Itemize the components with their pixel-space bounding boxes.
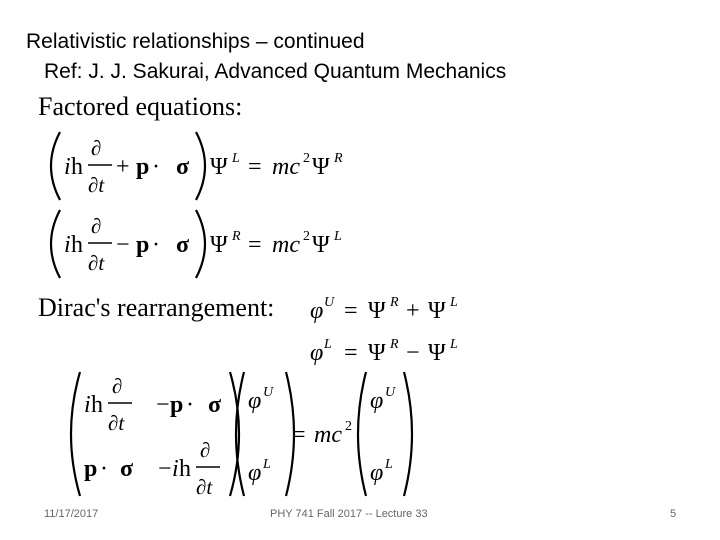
dirac-phi-u-definition	[310, 295, 458, 324]
svg-text:2: 2	[303, 151, 310, 166]
svg-text:R: R	[334, 151, 343, 166]
svg-text:i: i	[172, 456, 179, 482]
svg-text:Ψ: Ψ	[210, 232, 228, 258]
svg-text:φ: φ	[248, 388, 262, 414]
svg-text:=: =	[248, 154, 262, 180]
svg-text:∂: ∂	[91, 214, 102, 238]
svg-text:mc: mc	[272, 232, 300, 258]
dirac-rearrangement-heading: Dirac's rearrangement:	[38, 293, 275, 322]
svg-text:=: =	[344, 340, 358, 366]
svg-text:R: R	[390, 337, 399, 352]
svg-text:σ: σ	[208, 392, 222, 418]
svg-text:p: p	[136, 154, 150, 180]
svg-text:−: −	[116, 232, 130, 258]
svg-text:Ψ: Ψ	[428, 298, 446, 324]
svg-text:h: h	[91, 392, 103, 418]
slide-title: Relativistic relationships – continued	[26, 30, 365, 53]
svg-text:−: −	[158, 456, 172, 482]
svg-text:mc: mc	[314, 422, 342, 448]
svg-text:φ: φ	[370, 388, 384, 414]
svg-text:L: L	[232, 151, 240, 166]
svg-text:R: R	[390, 295, 399, 310]
svg-text:·: ·	[100, 456, 108, 482]
svg-text:·: ·	[152, 154, 160, 180]
svg-text:i: i	[84, 392, 91, 418]
svg-text:+: +	[116, 154, 130, 180]
svg-text:φ: φ	[310, 340, 324, 366]
svg-text:L: L	[450, 337, 458, 352]
svg-text:∂t: ∂t	[196, 475, 213, 499]
svg-text:·: ·	[186, 392, 194, 418]
svg-text:L: L	[385, 457, 393, 472]
svg-text:Ψ: Ψ	[368, 298, 386, 324]
svg-text:−: −	[156, 392, 170, 418]
svg-text:∂t: ∂t	[88, 173, 105, 197]
factored-equation-1	[51, 132, 343, 200]
svg-text:+: +	[406, 298, 420, 324]
svg-text:mc: mc	[272, 154, 300, 180]
svg-text:∂: ∂	[91, 136, 102, 160]
svg-text:∂t: ∂t	[88, 251, 105, 275]
footer-page-number: 5	[670, 508, 677, 520]
svg-text:∂t: ∂t	[108, 411, 125, 435]
factored-equations-heading: Factored equations:	[38, 92, 243, 121]
svg-text:L: L	[324, 337, 332, 352]
svg-text:p: p	[136, 232, 150, 258]
svg-text:U: U	[385, 385, 396, 400]
svg-text:Ψ: Ψ	[312, 232, 330, 258]
svg-text:R: R	[232, 229, 241, 244]
svg-text:p: p	[84, 456, 98, 482]
svg-text:h: h	[71, 154, 83, 180]
svg-text:p: p	[170, 392, 184, 418]
dirac-phi-l-definition	[310, 337, 458, 366]
svg-text:∂: ∂	[112, 374, 123, 398]
svg-text:σ: σ	[176, 232, 190, 258]
svg-text:U: U	[263, 385, 274, 400]
svg-text:2: 2	[345, 419, 352, 434]
svg-text:Ψ: Ψ	[368, 340, 386, 366]
slide-reference: Ref: J. J. Sakurai, Advanced Quantum Mechanics	[44, 60, 507, 83]
dirac-matrix-equation	[71, 372, 412, 499]
svg-text:σ: σ	[120, 456, 134, 482]
svg-text:L: L	[263, 457, 271, 472]
svg-text:∂: ∂	[200, 438, 211, 462]
footer-course: PHY 741 Fall 2017 -- Lecture 33	[270, 508, 428, 520]
svg-text:U: U	[324, 295, 335, 310]
svg-text:Ψ: Ψ	[312, 154, 330, 180]
svg-text:h: h	[179, 456, 191, 482]
footer-date: 11/17/2017	[44, 508, 99, 520]
svg-text:i: i	[64, 154, 71, 180]
svg-text:φ: φ	[248, 460, 262, 486]
svg-text:L: L	[450, 295, 458, 310]
svg-text:2: 2	[303, 229, 310, 244]
svg-text:φ: φ	[310, 298, 324, 324]
svg-text:Ψ: Ψ	[428, 340, 446, 366]
svg-text:L: L	[334, 229, 342, 244]
factored-equation-2	[51, 210, 342, 278]
svg-text:h: h	[71, 232, 83, 258]
svg-text:=: =	[248, 232, 262, 258]
svg-text:i: i	[64, 232, 71, 258]
svg-text:φ: φ	[370, 460, 384, 486]
svg-text:=: =	[292, 422, 306, 448]
svg-text:σ: σ	[176, 154, 190, 180]
svg-text:=: =	[344, 298, 358, 324]
svg-text:·: ·	[152, 232, 160, 258]
svg-text:−: −	[406, 340, 420, 366]
svg-text:Ψ: Ψ	[210, 154, 228, 180]
